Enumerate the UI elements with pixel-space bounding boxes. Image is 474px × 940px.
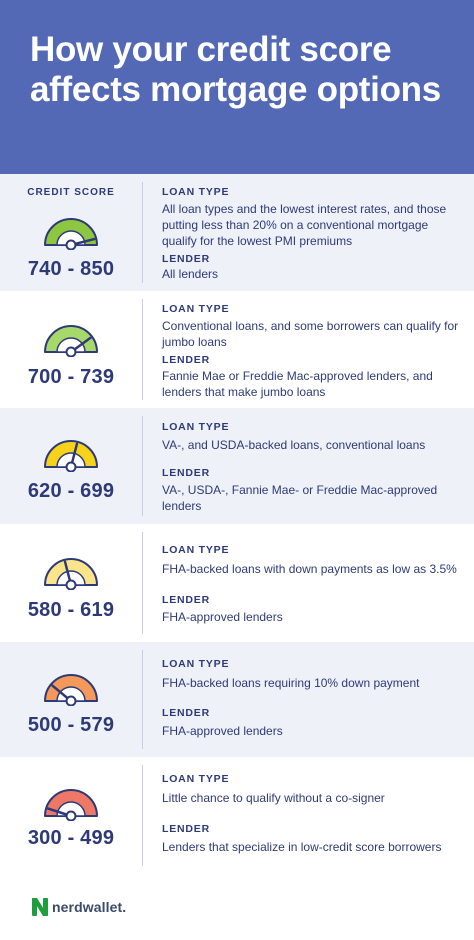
loan-type-label: LOAN TYPE [162, 186, 230, 198]
gauge-hub [67, 812, 76, 821]
lender-text: FHA-approved lenders [162, 724, 283, 738]
loan-type-label: LOAN TYPE [162, 421, 230, 433]
page-title: How your credit score affects mortgage options [30, 30, 441, 109]
score-range: 620 - 699 [27, 480, 115, 502]
gauge-hub [67, 463, 76, 472]
column-divider [142, 416, 143, 516]
credit-gauge-icon [42, 434, 100, 472]
column-divider [142, 182, 143, 283]
credit-score-table [0, 174, 474, 874]
gauge-hub [67, 581, 76, 590]
table-row [0, 291, 474, 408]
header-banner [0, 0, 474, 174]
column-divider [142, 765, 143, 866]
gauge-hub [67, 348, 76, 357]
gauge-hub [67, 697, 76, 706]
score-range: 500 - 579 [27, 714, 115, 736]
lender-text: All lenders [162, 267, 219, 281]
loan-type-text: Conventional loans, and some borrowers can qualify for jumbo loans [162, 319, 459, 349]
lender-label: LENDER [162, 823, 210, 835]
nerdwallet-brand[interactable]: nerdwallet. [52, 899, 127, 915]
column-divider [142, 650, 143, 749]
score-range: 700 - 739 [27, 366, 115, 388]
credit-gauge-icon [42, 668, 100, 706]
loan-type-text: FHA-backed loans with down payments as low as 3.5% [162, 562, 457, 576]
loan-type-text: All loan types and the lowest interest rates, and those putting less than 20% on a conventional mortgage qualify for the lowest PMI premiums [162, 202, 447, 248]
column-divider [142, 532, 143, 634]
table-row [0, 757, 474, 874]
nerdwallet-logo-icon[interactable] [32, 898, 48, 916]
score-range: 300 - 499 [27, 827, 115, 849]
gauge-hub [67, 241, 76, 250]
lender-text: Fannie Mae or Freddie Mac-approved lenders, and lenders that make jumbo loans [162, 369, 433, 399]
lender-label: LENDER [162, 253, 210, 265]
footer [0, 874, 474, 940]
credit-gauge-icon [42, 552, 100, 590]
table-row [0, 524, 474, 642]
credit-gauge-icon [42, 319, 100, 357]
loan-type-label: LOAN TYPE [162, 303, 230, 315]
table-row [0, 642, 474, 757]
lender-text: VA-, USDA-, Fannie Mae- or Freddie Mac-approved lenders [162, 483, 438, 513]
score-range: 580 - 619 [27, 599, 115, 621]
loan-type-text: Little chance to qualify without a co-signer [162, 791, 385, 805]
loan-type-label: LOAN TYPE [162, 544, 230, 556]
lender-label: LENDER [162, 707, 210, 719]
lender-label: LENDER [162, 467, 210, 479]
loan-type-label: LOAN TYPE [162, 658, 230, 670]
lender-label: LENDER [162, 594, 210, 606]
loan-type-text: FHA-backed loans requiring 10% down payment [162, 676, 420, 690]
credit-score-header: CREDIT SCORE [27, 187, 115, 198]
column-divider [142, 299, 143, 400]
loan-type-text: VA-, and USDA-backed loans, conventional loans [162, 438, 426, 452]
table-row [0, 174, 474, 291]
lender-text: FHA-approved lenders [162, 610, 283, 624]
table-row [0, 408, 474, 524]
lender-label: LENDER [162, 354, 210, 366]
score-range: 740 - 850 [27, 258, 115, 280]
loan-type-label: LOAN TYPE [162, 773, 230, 785]
credit-gauge-icon [42, 783, 100, 821]
credit-gauge-icon [42, 212, 100, 250]
lender-text: Lenders that specialize in low-credit score borrowers [162, 840, 442, 854]
